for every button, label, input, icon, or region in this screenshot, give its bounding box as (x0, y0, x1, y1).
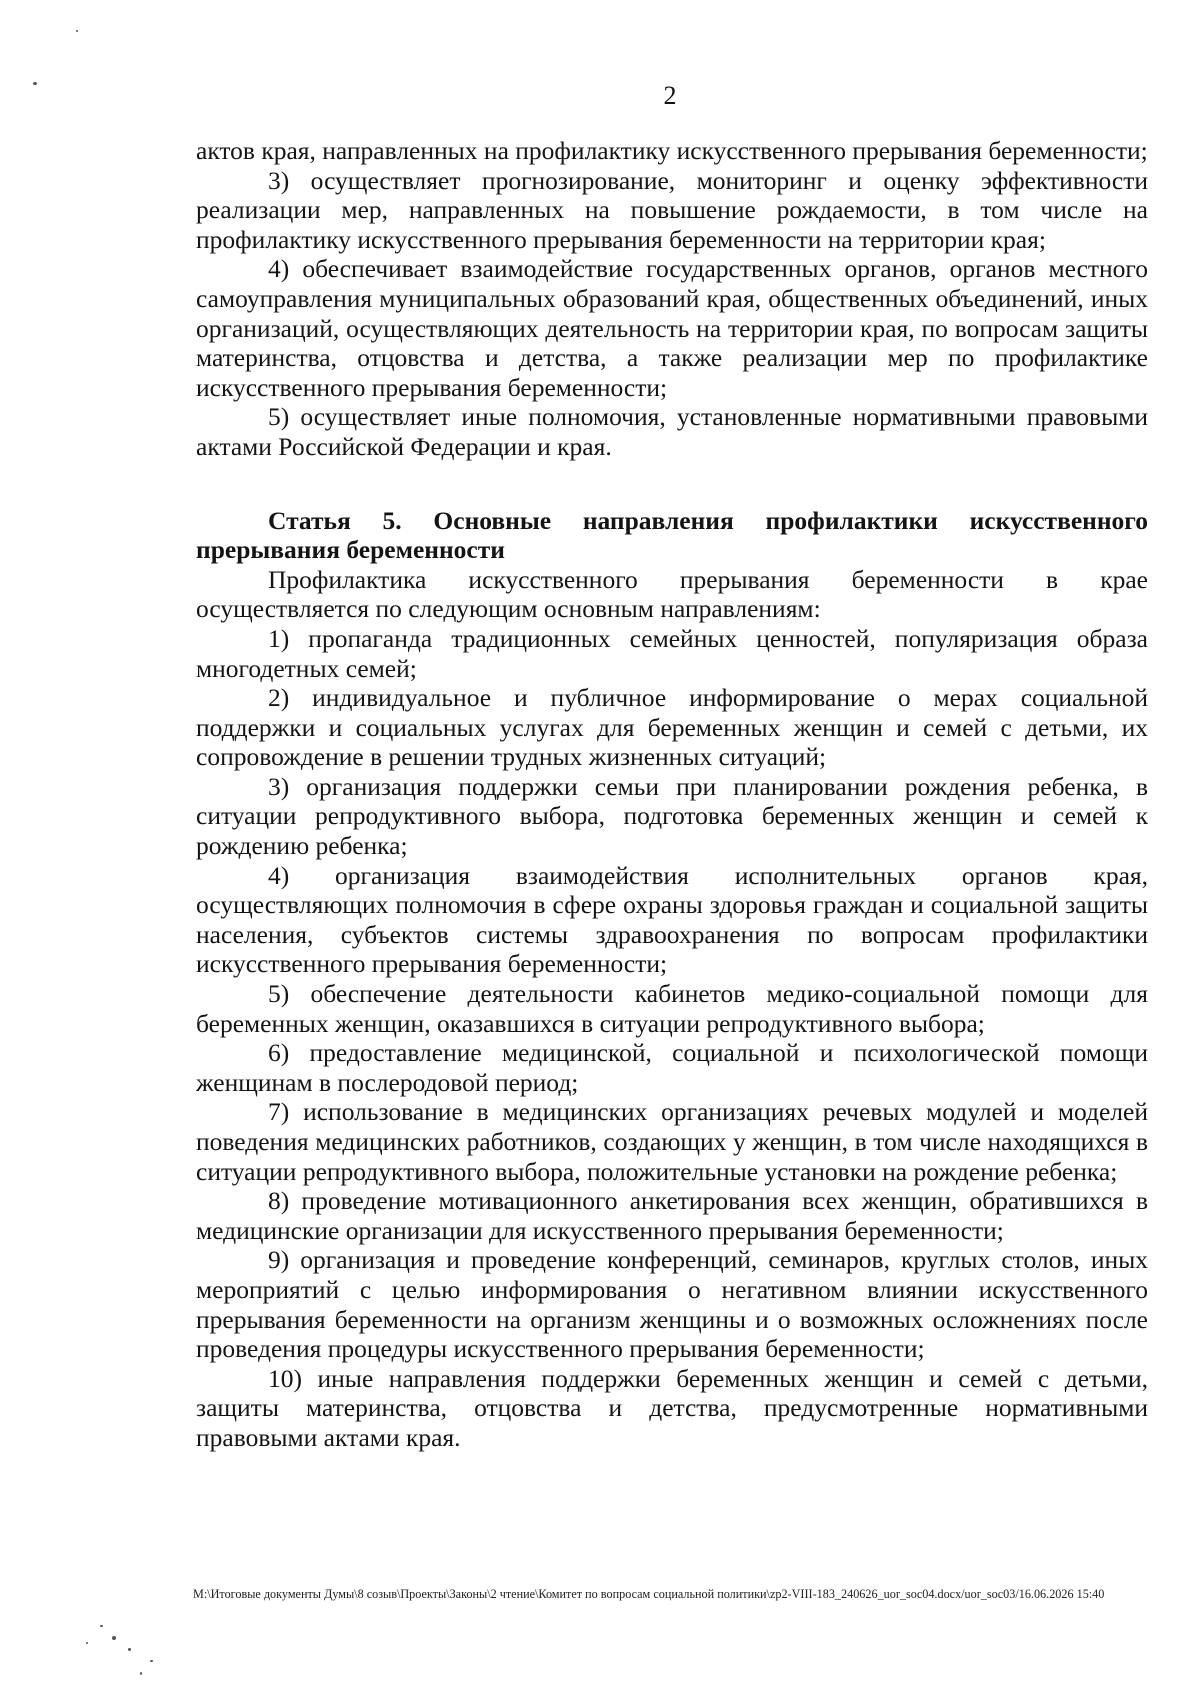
document-body (196, 136, 1148, 1453)
list-item: 8) проведение мотивационного анкетирования всех женщин, обратившихся в медицинские организации для искусственного прерывания беременности; (196, 1186, 1148, 1245)
list-item: 3) организация поддержки семьи при планировании рождения ребенка, в ситуации репродуктивного выбора, подготовка беременных женщин и семей к рождению ребенка; (196, 771, 1148, 861)
paragraph: 3) осуществляет прогнозирование, мониторинг и оценку эффективности реализации мер, направленных на повышение рождаемости, в том числе на профилактику искусственного прерывания беременности на территории края; (196, 165, 1148, 254)
article-heading: Статья 5. Основные направления профилактики искусственного прерывания беременности (196, 505, 1148, 565)
section-gap (196, 462, 1148, 506)
scan-speck (100, 1625, 103, 1627)
article-intro: Профилактика искусственного прерывания беременности в крае осуществляется по следующим основным направлениям: (196, 564, 1148, 624)
scan-speck (76, 30, 78, 32)
scan-speck (86, 1642, 88, 1644)
list-item: 6) предоставление медицинской, социальной и психологической помощи женщинам в послеродовой период; (196, 1038, 1148, 1097)
scan-speck (128, 1648, 131, 1651)
footer-file-path: M:\Итоговые документы Думы\8 созыв\Проекты\Законы\2 чтение\Комитет по вопросам социальной политики\zp2-VIII-183_240626_uor_soc04.docx/uor_soc03/16.06.2026 15:40 (193, 1587, 1105, 1601)
paragraph: 4) обеспечивает взаимодействие государственных органов, органов местного самоуправления муниципальных образований края, общественных объединений, иных организаций, осуществляющих деятельность на территории края, по вопросам защиты материнства, отцовства и детства, а также реализации мер по профилактике искусственного прерывания беременности; (196, 254, 1148, 402)
page-number: 2 (663, 81, 677, 110)
list-item: 2) индивидуальное и публичное информирование о мерах социальной поддержки и социальных услугах для беременных женщин и семей с детьми, их сопровождение в решении трудных жизненных ситуаций; (196, 683, 1148, 772)
scan-speck (140, 1672, 142, 1675)
list-item: 4) организация взаимодействия исполнительных органов края, осуществляющих полномочия в сфере охраны здоровья граждан и социальной защиты населения, субъектов системы здравоохранения по вопросам профилактики искусственного прерывания беременности; (196, 860, 1148, 979)
paragraph: актов края, направленных на профилактику искусственного прерывания беременности; (196, 136, 1148, 165)
list-item: 9) организация и проведение конференций, семинаров, круглых столов, иных мероприятий с целью информирования о негативном влиянии искусственного прерывания беременности на организм женщины и о возможных осложнениях после проведения процедуры искусственного прерывания беременности; (196, 1245, 1148, 1364)
scan-speck (150, 1660, 153, 1662)
scan-speck (33, 82, 37, 85)
list-item: 1) пропаганда традиционных семейных ценностей, популяризация образа многодетных семей; (196, 623, 1148, 683)
paragraph: 5) осуществляет иные полномочия, установленные нормативными правовыми актами Российской Федерации и края. (196, 402, 1148, 461)
list-item: 7) использование в медицинских организациях речевых модулей и моделей поведения медицинских работников, создающих у женщин, в том числе находящихся в ситуации репродуктивного выбора, положительные установки на рождение ребенка; (196, 1097, 1148, 1186)
list-item: 10) иные направления поддержки беременных женщин и семей с детьми, защиты материнства, отцовства и детства, предусмотренные нормативными правовыми актами края. (196, 1363, 1148, 1452)
list-item: 5) обеспечение деятельности кабинетов медико-социальной помощи для беременных женщин, оказавшихся в ситуации репродуктивного выбора; (196, 979, 1148, 1038)
scan-speck (112, 1636, 116, 1640)
